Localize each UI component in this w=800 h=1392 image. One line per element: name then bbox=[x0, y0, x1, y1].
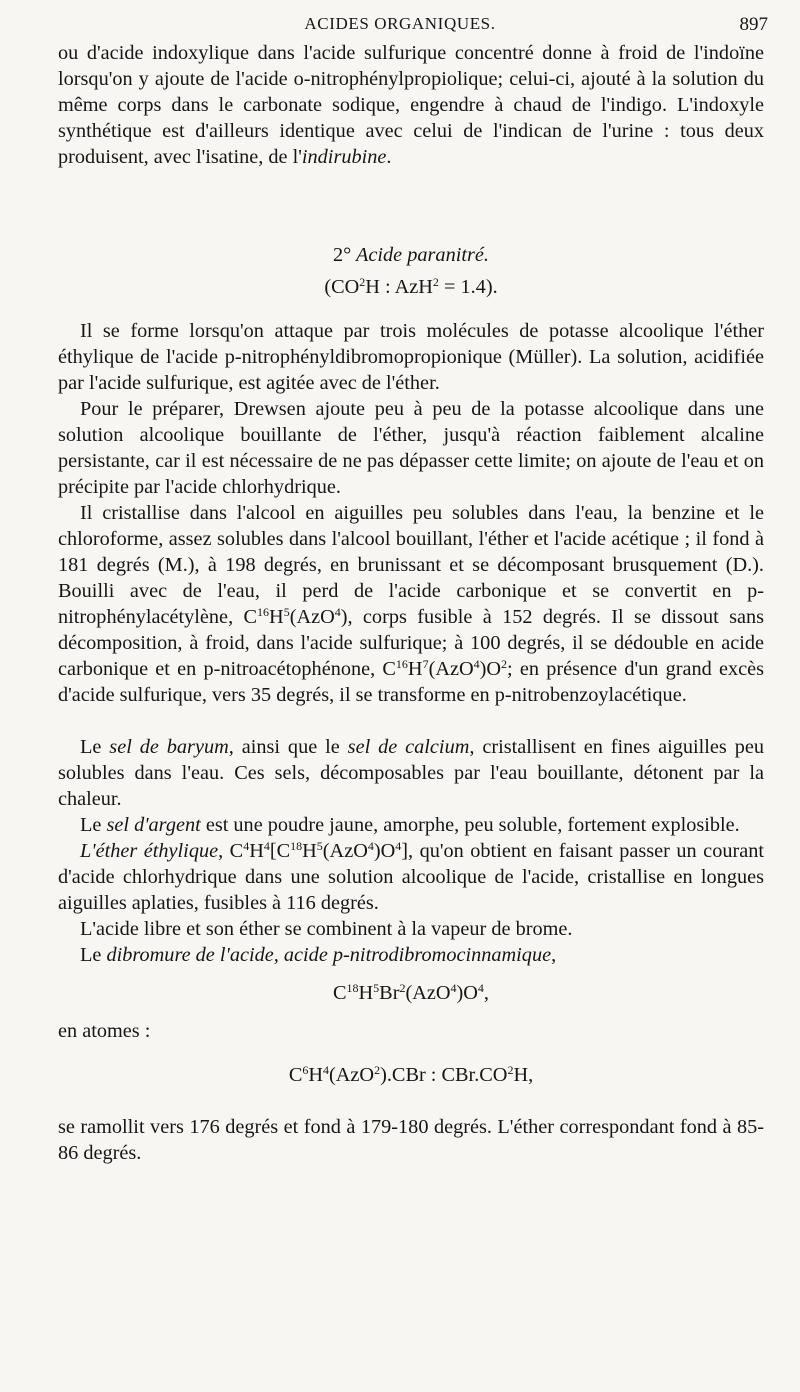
indirubine-term: indirubine bbox=[301, 146, 387, 168]
paragraph-ethyl-ether: L'éther éthylique, $C^4H^4[C^{18}H^5(AzO^4)O^4]$, qu'on obtient en faisant passer un courant d'acide chlorhydrique dans une solution alcoolique de l'acide, cristallise en longues aiguilles aplaties, fusibles à 116 degrés. bbox=[58, 839, 765, 914]
page-body bbox=[58, 40, 764, 1166]
page-number: 897 bbox=[739, 14, 768, 35]
intro-text: . bbox=[386, 146, 392, 168]
paragraph-preparation: Pour le préparer, Drewsen ajoute peu à peu de la potasse alcoolique dans une solution alcoolique bouillante de l'éther, jusqu'à réaction faiblement alcaline persistante, car il est nécessaire de ne pas dépasser cette limite; on ajoute de l'eau et on précipite par l'acide chlorhydrique. bbox=[58, 398, 764, 498]
paragraph-melting: se ramollit vers 176 degrés et fond à 179-180 degrés. L'éther correspondant fond à 85-86 degrés. bbox=[58, 1116, 764, 1164]
formula-atoms: $C^6H^4(AzO^2).CBr$ : $CBr.CO^2H$, bbox=[288, 1063, 534, 1086]
paragraph-gap bbox=[58, 708, 764, 734]
paragraph-formation: Il se forme lorsqu'on attaque par trois molécules de potasse alcoolique l'éther éthylique de l'acide p-nitrophényldibromopropionique (Müller). La solution, acidifiée par l'acide sulfurique, est agitée avec de l'éther. bbox=[58, 320, 764, 394]
intro-text: ou d'acide indoxylique dans l'acide sulfurique concentré donne à froid de l'indoïne lorsqu'on y ajoute de l'acide o-nitrophénylpropiolique; celui-ci, ajouté à la solution du même corps dans le carbonate sodique, engendre à chaud de l'indigo. L'indoxyle synthétique est d'ailleurs identique avec celui de l'indican de l'urine : tous deux produisent, avec l' bbox=[58, 42, 764, 168]
paragraph-silver-salt: Le sel d'argent est une poudre jaune, amorphe, peu soluble, fortement explosible. bbox=[80, 814, 740, 836]
paragraph-dibromide: Le dibromure de l'acide, acide p-nitrodibromocinnamique, bbox=[80, 944, 557, 966]
atoms-label: en atomes : bbox=[58, 1020, 151, 1042]
intro-paragraph bbox=[58, 40, 764, 170]
section-heading bbox=[58, 242, 764, 268]
paragraph-bromine: L'acide libre et son éther se combinent à la vapeur de brome. bbox=[80, 918, 573, 940]
paragraph-properties: Il cristallise dans l'alcool en aiguilles peu solubles dans l'eau, la benzine et le chloroforme, assez solubles dans l'alcool bouillant, l'éther et l'acide acétique ; il fond à 181 degrés (M.), à 198 degrés, en brunissant et se décomposant brusquement (D.). Bouilli avec de l'eau, il perd de l'acide carbonique et se convertit en p-nitrophénylacétylène, $C^{16}H^5(AzO^4)$, corps fusible à 152 degrés. Il se dissout sans décomposition, à froid, dans l'acide sulfurique; à 100 degrés, il se dédouble en acide carbonique et en p-nitroacétophénone, $C^{16}H^7(AzO^4)O^2$; en présence d'un grand excès d'acide sulfurique, vers 35 degrés, il se transforme en p-nitrobenzoylacétique. bbox=[58, 502, 765, 706]
section-number: 2° bbox=[333, 244, 352, 266]
section-title: Acide paranitré. bbox=[356, 244, 489, 266]
paragraph-barium-salt: Le sel de baryum, ainsi que le sel de calcium, cristallisent en fines aiguilles peu solubles dans l'eau. Ces sels, décomposables par l'eau bouillante, détonent par la chaleur. bbox=[58, 736, 765, 810]
intro-text: , de l' bbox=[258, 146, 302, 168]
formula-equivalents: $C^{18}H^5Br^2(AzO^4)O^4$, bbox=[332, 981, 489, 1004]
page-header bbox=[0, 14, 800, 40]
isatine-term: isatine bbox=[205, 146, 259, 168]
section-formula: ($CO^2H$ : AzH$^2$ = 1.4). bbox=[324, 275, 498, 298]
running-title: ACIDES ORGANIQUES. bbox=[304, 14, 496, 33]
